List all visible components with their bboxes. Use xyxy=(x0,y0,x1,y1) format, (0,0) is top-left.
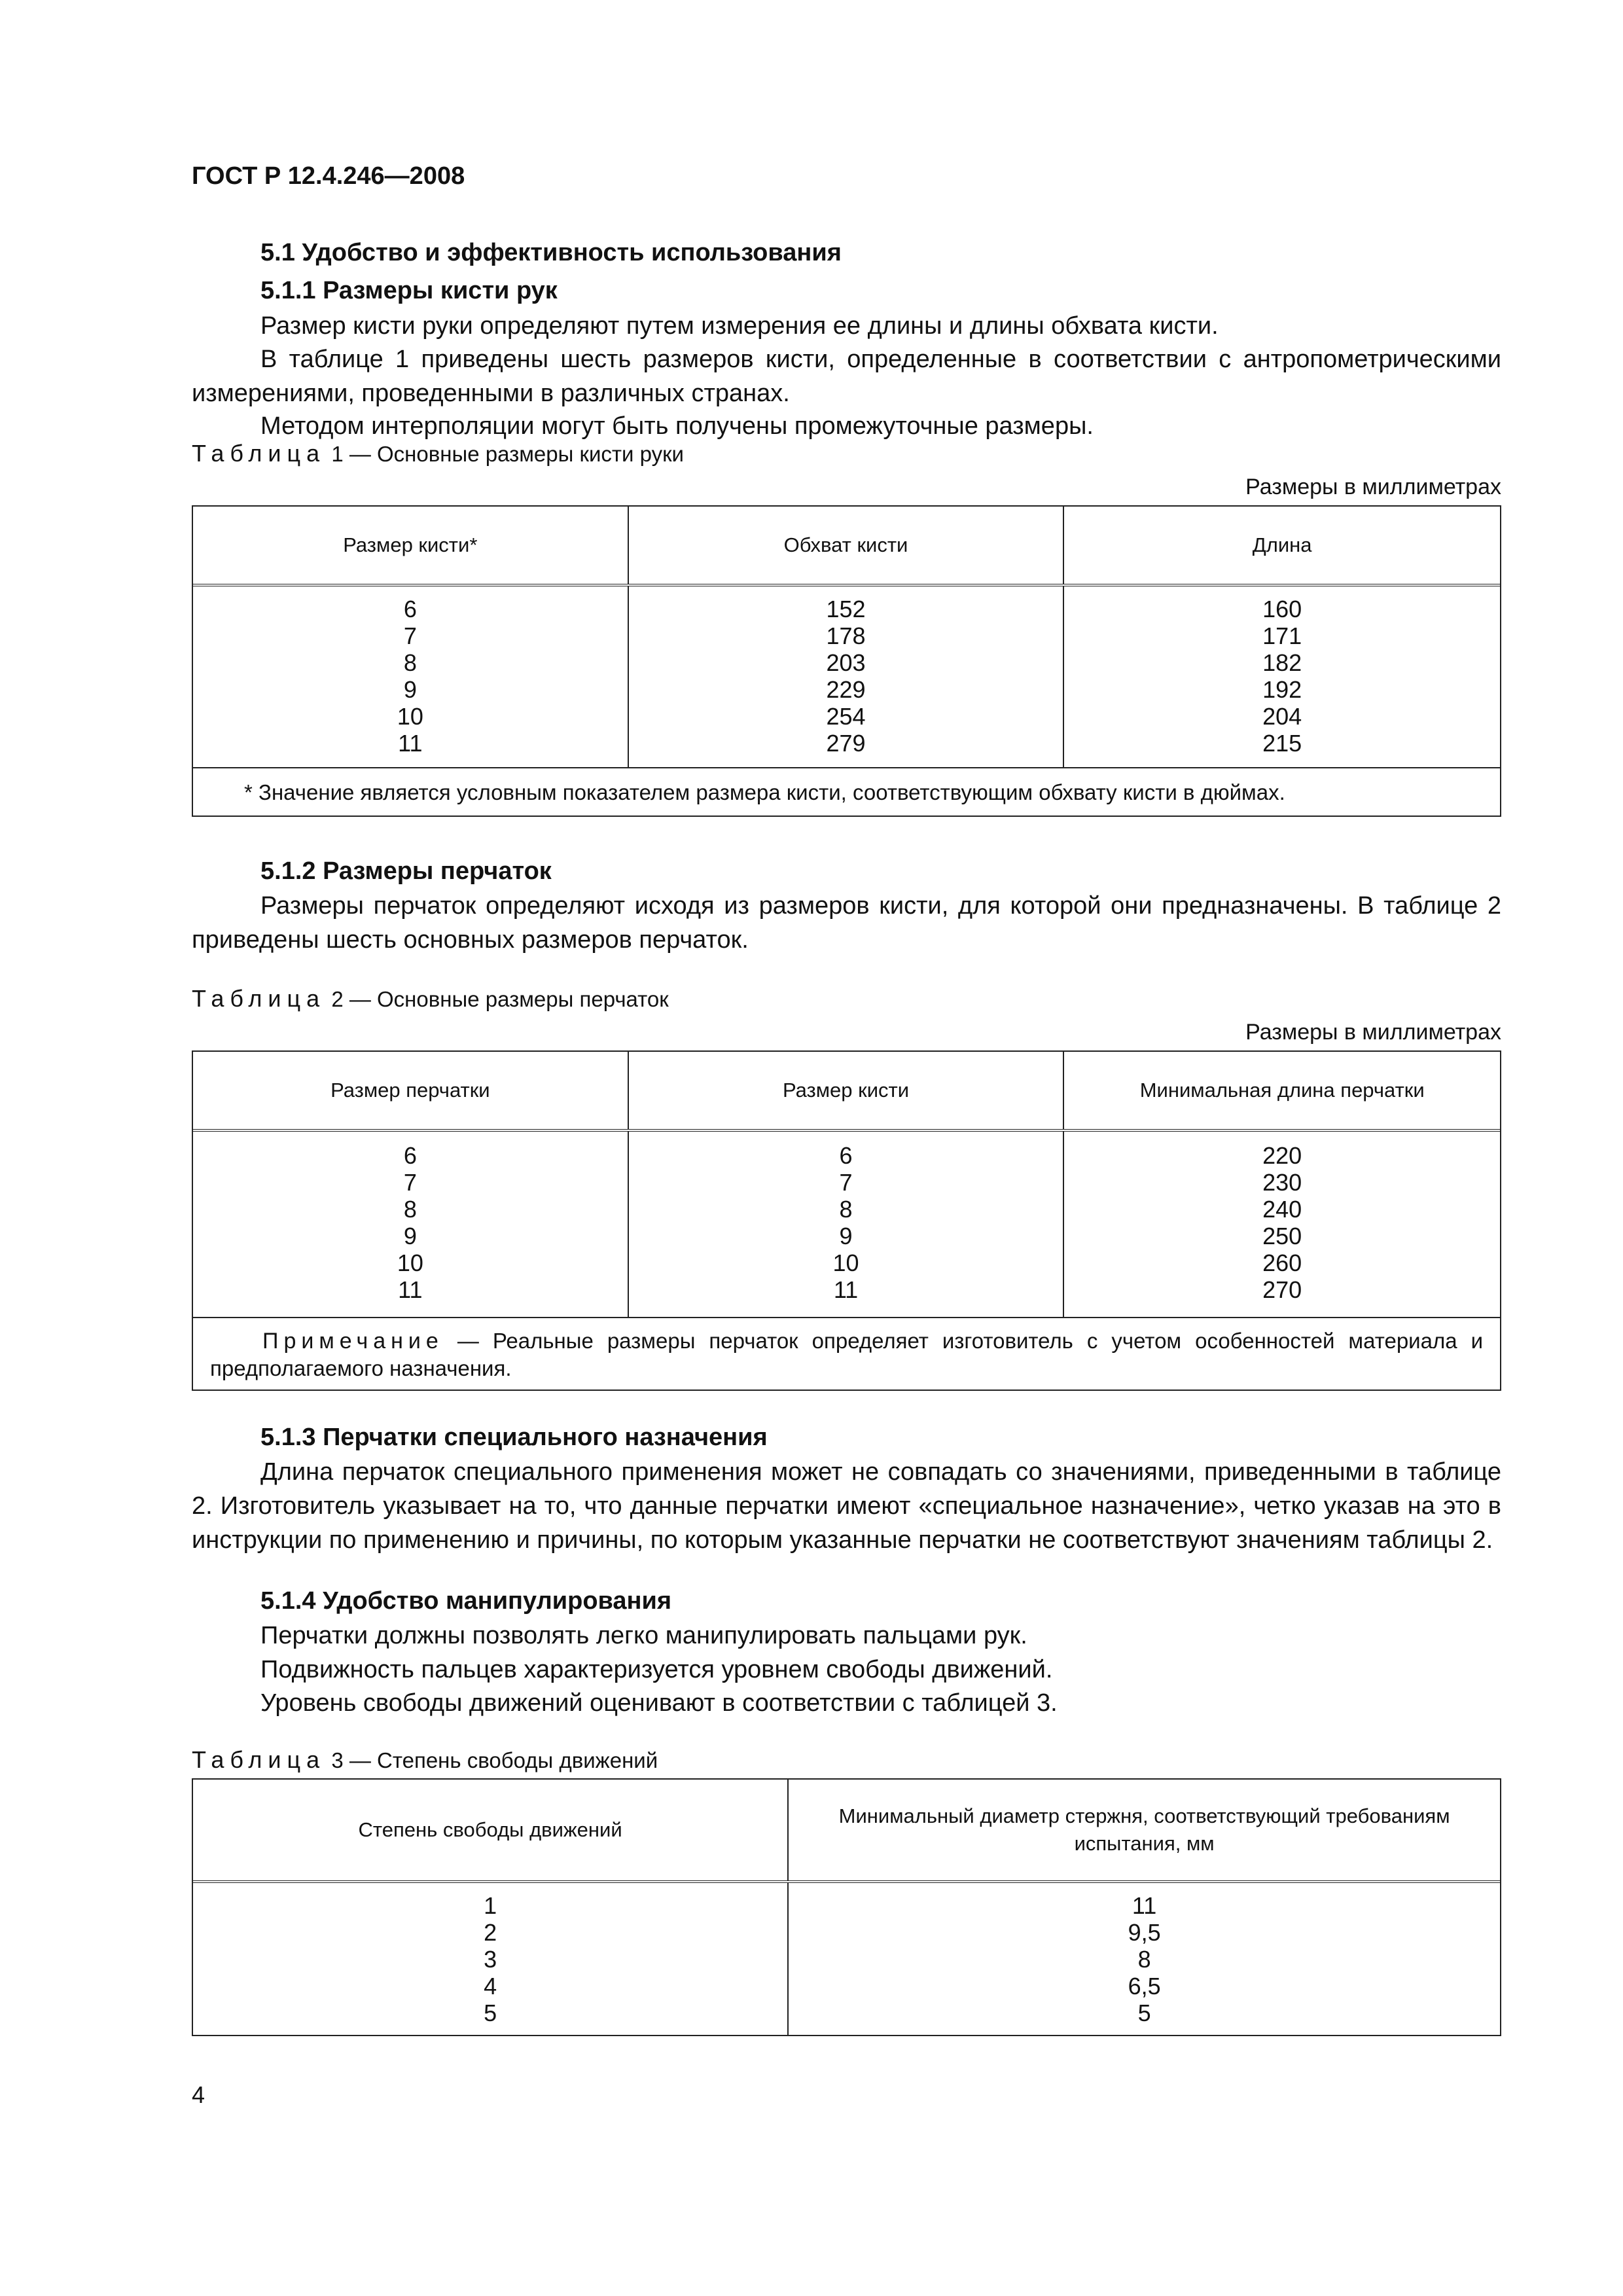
cell: 8 xyxy=(1137,1946,1151,1973)
paragraph: Уровень свободы движений оценивают в соответствии с таблицей 3. xyxy=(260,1689,1058,1717)
column-header: Размер кисти xyxy=(629,1052,1065,1129)
section-5-1-1-heading: 5.1.1 Размеры кисти рук xyxy=(260,277,558,304)
cell: 6 xyxy=(403,1142,417,1169)
paragraph: Перчатки должны позволять легко манипулировать пальцами рук. xyxy=(260,1622,1027,1649)
table-column xyxy=(629,586,1065,767)
paragraph: Длина перчаток специального применения может не совпадать со значениями, приведенными в таблице 2. Изготовитель указывает на то, что данные перчатки имеют «специальное назначение», четко указав на это в инструкции по применению и причины, по которым указанные перчатки не соответствуют значениям таблицы 2. xyxy=(192,1458,1501,1554)
cell: 229 xyxy=(826,676,866,703)
caption-text: 3 — Степень свободы движений xyxy=(331,1748,658,1772)
table-column xyxy=(193,586,629,767)
table2-caption xyxy=(192,985,669,1013)
cell: 5 xyxy=(1137,2000,1151,2026)
cell: 11 xyxy=(398,730,423,757)
column-header: Минимальная длина перчатки xyxy=(1139,1079,1425,1102)
caption-text: 1 — Основные размеры кисти руки xyxy=(331,442,684,466)
cell: 3 xyxy=(484,1946,497,1973)
cell: 204 xyxy=(1262,703,1302,730)
section-5-1-3-heading: 5.1.3 Перчатки специального назначения xyxy=(260,1424,768,1451)
table-header xyxy=(193,507,1500,586)
table-column xyxy=(1064,586,1500,767)
table1-caption xyxy=(192,440,684,467)
cell: 6 xyxy=(403,596,417,622)
paragraph: Размеры перчаток определяют исходя из размеров кисти, для которой они предназначены. В таблице 2 приведены шесть основных размеров перчаток. xyxy=(192,892,1501,954)
cell: 203 xyxy=(826,649,866,676)
caption-text: 2 — Основные размеры перчаток xyxy=(331,987,669,1011)
cell: 178 xyxy=(826,622,866,649)
table3-caption xyxy=(192,1746,658,1774)
cell: 6,5 xyxy=(1128,1973,1161,2000)
paragraph: В таблице 1 приведены шесть размеров кисти, определенные в соответствии с антропометрическими измерениями, проведенными в различных странах. xyxy=(192,346,1501,407)
cell: 160 xyxy=(1262,596,1302,622)
table-footnote: * Значение является условным показателем размера кисти, соответствующим обхвату кисти в дюймах. xyxy=(193,767,1500,816)
standard-code: ГОСТ Р 12.4.246—2008 xyxy=(192,162,465,190)
cell: 11 xyxy=(833,1276,859,1303)
cell: 11 xyxy=(1132,1892,1157,1919)
cell: 8 xyxy=(839,1196,853,1223)
paragraph: Методом интерполяции могут быть получены промежуточные размеры. xyxy=(260,412,1094,440)
caption-label: Таблица xyxy=(192,1746,326,1773)
table2 xyxy=(192,1050,1501,1391)
table-body xyxy=(193,586,1500,767)
cell: 240 xyxy=(1262,1196,1302,1223)
table-column xyxy=(193,1132,629,1317)
cell: 6 xyxy=(839,1142,853,1169)
cell: 171 xyxy=(1262,622,1302,649)
column-header: Размер кисти* xyxy=(193,507,629,584)
table1 xyxy=(192,505,1501,817)
column-header: Минимальный диаметр стержня, соответствующий требованиям испытания, мм xyxy=(838,1804,1450,1855)
caption-label: Таблица xyxy=(192,440,326,467)
cell: 215 xyxy=(1262,730,1302,757)
cell: 9 xyxy=(403,676,417,703)
table-column xyxy=(629,1132,1065,1317)
cell: 254 xyxy=(826,703,866,730)
cell: 9,5 xyxy=(1128,1919,1161,1946)
column-header: Длина xyxy=(1252,533,1312,556)
cell: 2 xyxy=(484,1919,497,1946)
column-header: Размер перчатки xyxy=(193,1052,629,1129)
section-5-1-2-heading: 5.1.2 Размеры перчаток xyxy=(260,857,552,885)
table-body xyxy=(193,1132,1500,1317)
section-5-1-4-heading: 5.1.4 Удобство манипулирования xyxy=(260,1587,672,1615)
note-text: — Реальные размеры перчаток определяет изготовитель с учетом особенностей материала и предполагаемого назначения. xyxy=(210,1329,1484,1380)
table2-units: Размеры в миллиметрах xyxy=(1245,1020,1501,1045)
column-header: Обхват кисти xyxy=(629,507,1065,584)
column-header: Степень свободы движений xyxy=(193,1780,789,1880)
table-note xyxy=(193,1317,1500,1392)
cell: 7 xyxy=(403,1169,417,1196)
table-column xyxy=(1064,1132,1500,1317)
page-number: 4 xyxy=(192,2081,205,2108)
cell: 8 xyxy=(403,1196,417,1223)
cell: 7 xyxy=(839,1169,853,1196)
cell: 260 xyxy=(1262,1249,1302,1276)
table1-units: Размеры в миллиметрах xyxy=(1245,475,1501,499)
caption-label: Таблица xyxy=(192,985,326,1012)
table-column xyxy=(789,1883,1500,2035)
table-column xyxy=(193,1883,789,2035)
cell: 7 xyxy=(403,622,417,649)
paragraph: Подвижность пальцев характеризуется уровнем свободы движений. xyxy=(260,1656,1053,1683)
cell: 192 xyxy=(1262,676,1302,703)
cell: 5 xyxy=(484,2000,497,2026)
cell: 152 xyxy=(826,596,866,622)
cell: 1 xyxy=(484,1892,497,1919)
table-header xyxy=(193,1780,1500,1883)
cell: 270 xyxy=(1262,1276,1302,1303)
table-header xyxy=(193,1052,1500,1132)
cell: 10 xyxy=(832,1249,859,1276)
cell: 4 xyxy=(484,1973,497,2000)
paragraph: Размер кисти руки определяют путем измерения ее длины и длины обхвата кисти. xyxy=(260,312,1219,340)
cell: 279 xyxy=(826,730,866,757)
cell: 11 xyxy=(398,1276,423,1303)
cell: 9 xyxy=(839,1223,853,1249)
cell: 182 xyxy=(1262,649,1302,676)
cell: 9 xyxy=(403,1223,417,1249)
note-label: Примечание xyxy=(262,1329,444,1354)
cell: 10 xyxy=(397,1249,423,1276)
section-5-1-heading: 5.1 Удобство и эффективность использования xyxy=(260,239,842,266)
cell: 230 xyxy=(1262,1169,1302,1196)
table3 xyxy=(192,1778,1501,2036)
cell: 8 xyxy=(403,649,417,676)
cell: 220 xyxy=(1262,1142,1302,1169)
table-body xyxy=(193,1883,1500,2035)
cell: 10 xyxy=(397,703,423,730)
cell: 250 xyxy=(1262,1223,1302,1249)
